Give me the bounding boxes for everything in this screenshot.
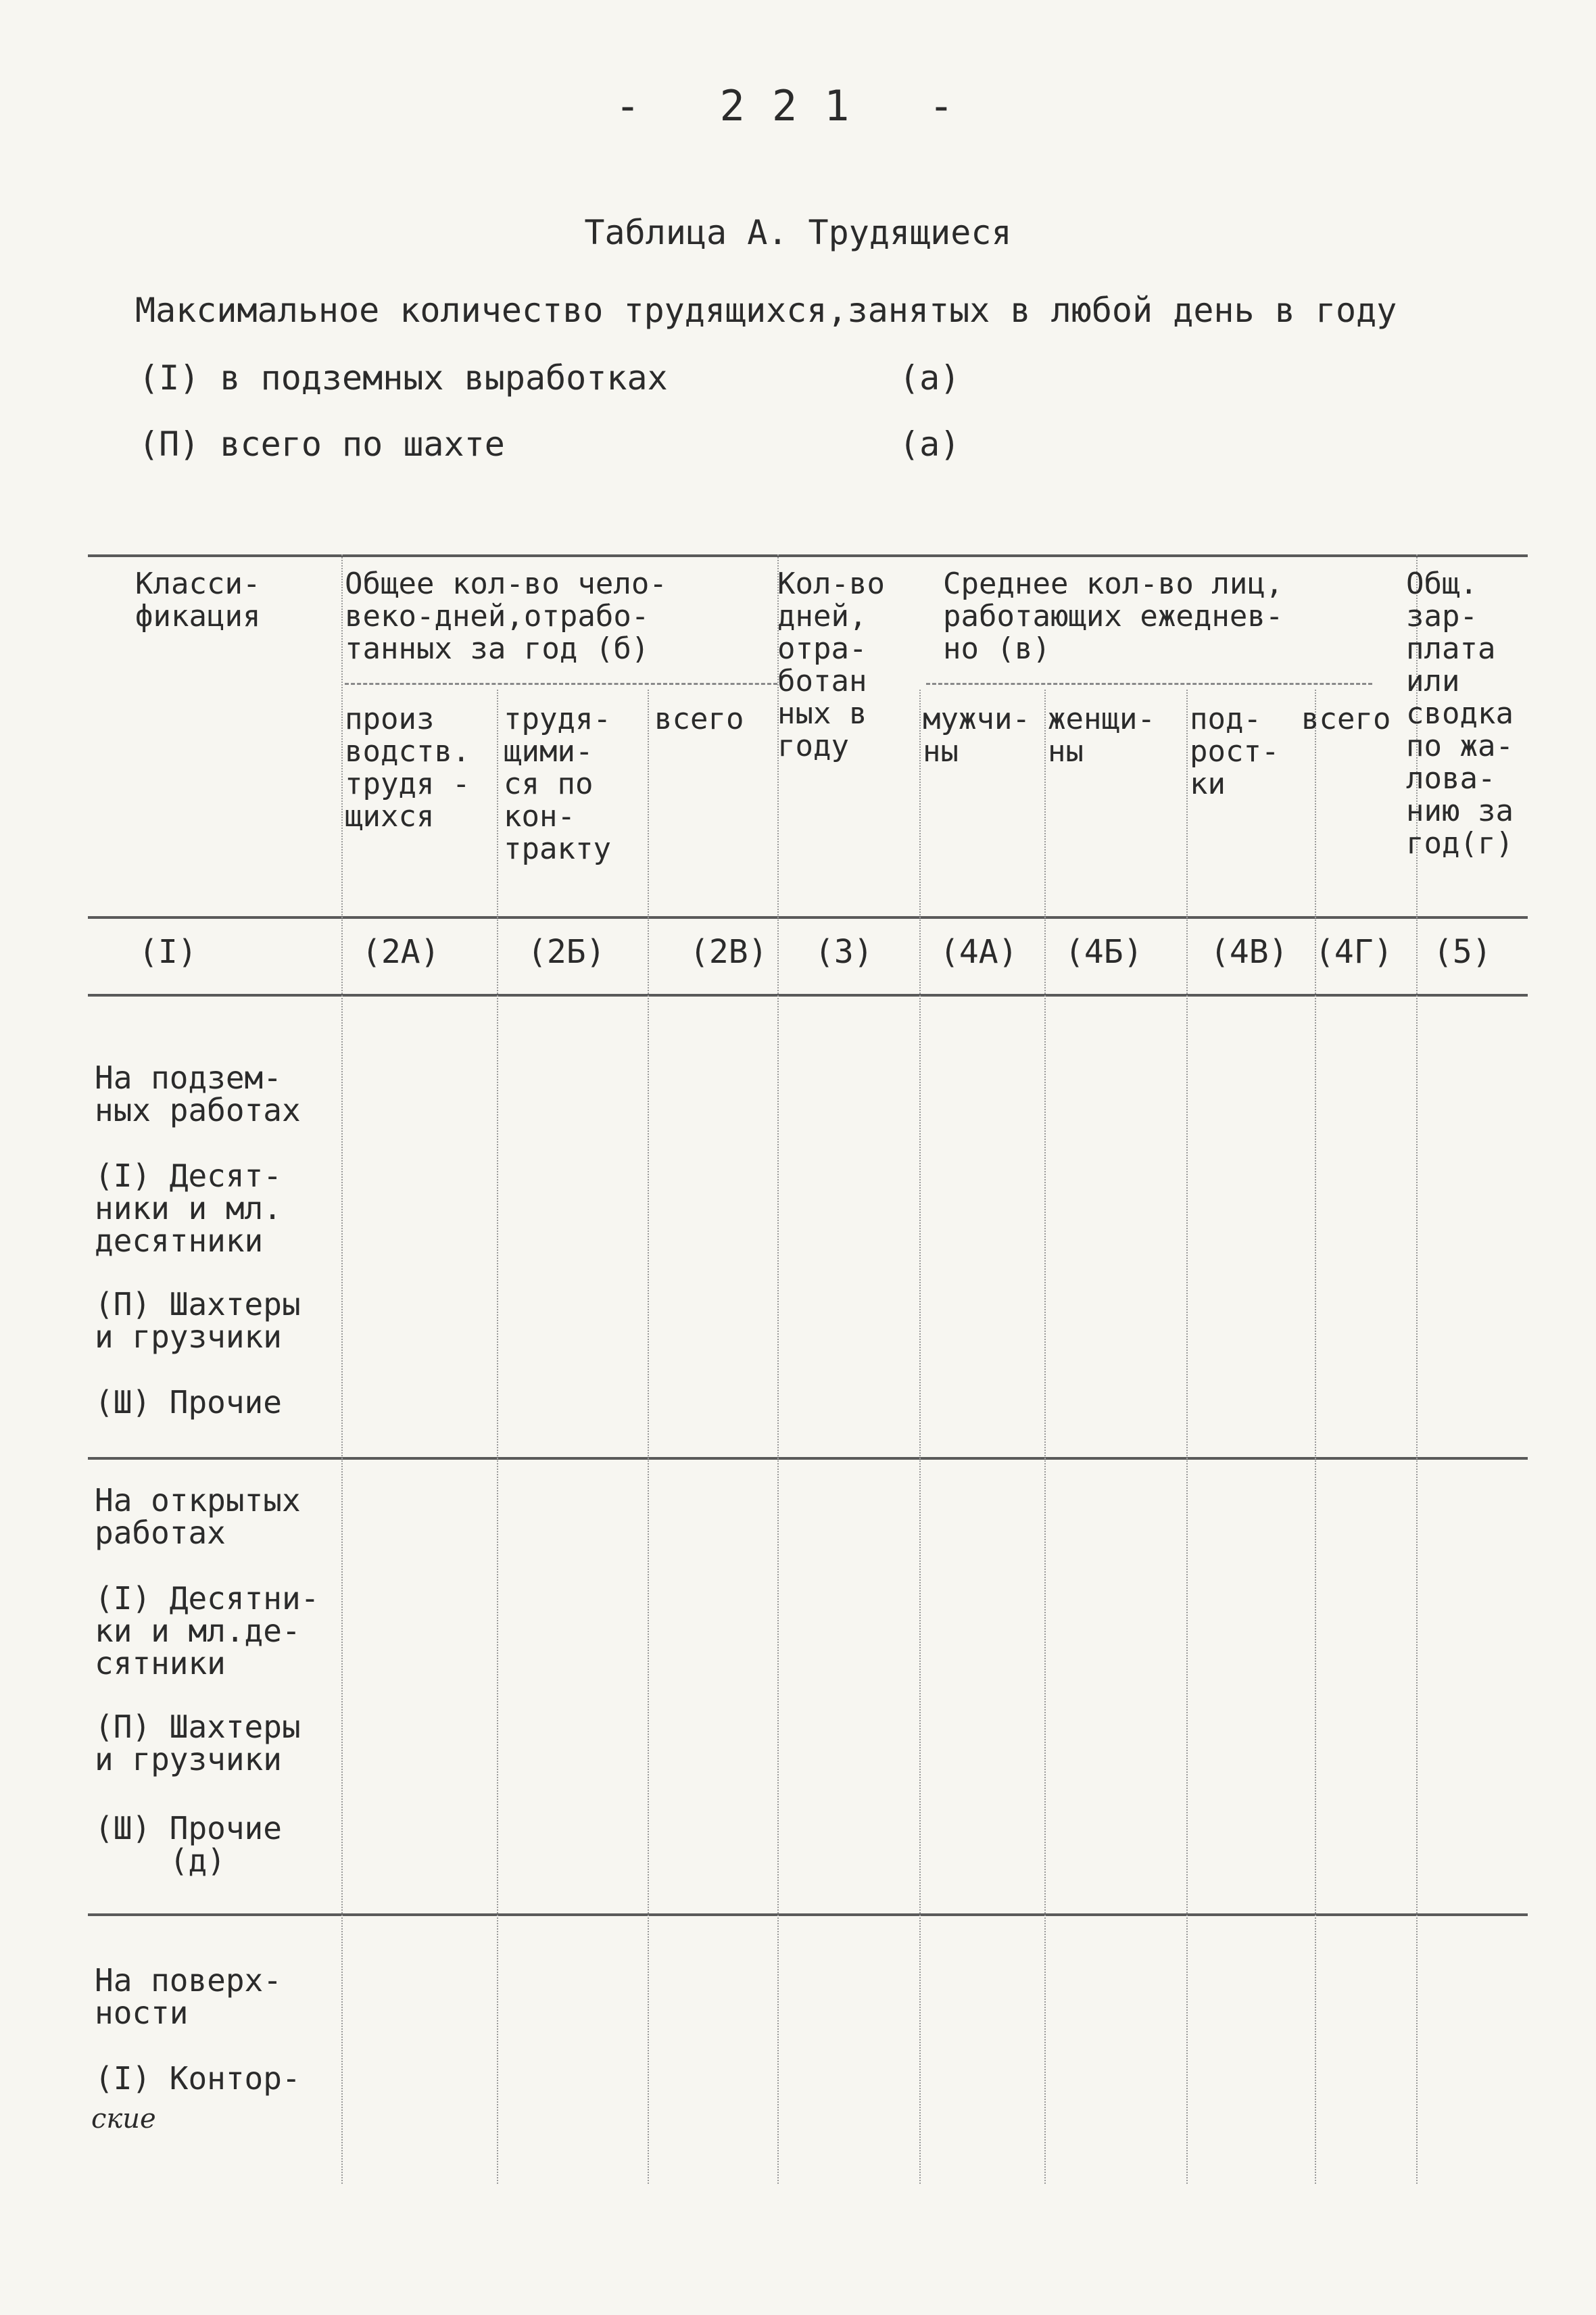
page-number: - 221 - bbox=[614, 81, 982, 130]
section-title-open: На открытых работах bbox=[95, 1482, 301, 1551]
intro-text: Максимальное количество трудящихся,занятых в любой день в году bbox=[135, 291, 1397, 330]
header-men: мужчи- ны bbox=[923, 702, 1030, 769]
section-title-surface: На поверх- ности bbox=[95, 1962, 282, 2031]
colnum-bottom-rule bbox=[88, 994, 1528, 997]
header-wages: Общ. зар- плата или сводка по жа- лова- нию за год(г) bbox=[1406, 567, 1514, 861]
row-label: (Ш) Прочие (д) bbox=[95, 1810, 282, 1879]
row-label: (I) Десятни- ки и мл.де- сятники bbox=[95, 1580, 320, 1681]
colnum: (4Б) bbox=[1065, 933, 1143, 971]
header-classification: Класси- фикация bbox=[135, 567, 261, 634]
table-top-rule bbox=[88, 554, 1528, 557]
subheader-rule-b bbox=[345, 683, 777, 685]
table-title: Таблица А. Трудящиеся bbox=[584, 213, 1012, 252]
col-rule-4 bbox=[777, 554, 779, 2184]
colnum: (2А) bbox=[362, 933, 440, 971]
section-rule-1 bbox=[88, 1457, 1528, 1460]
header-contract-workers: трудя- щими- ся по кон- тракту bbox=[504, 702, 611, 866]
col-rule-8 bbox=[1315, 690, 1316, 2184]
header-total: всего bbox=[654, 702, 744, 736]
header-prod-workers: произ водств. трудя - щихся bbox=[345, 702, 470, 834]
row-label: (I) Десят- ники и мл. десятники bbox=[95, 1158, 282, 1259]
header-avg-total: всего bbox=[1301, 702, 1391, 736]
col-rule-6 bbox=[1044, 690, 1046, 2184]
handwritten-suffix: ские bbox=[91, 2103, 156, 2134]
header-avg-persons: Среднее кол-во лиц, работающих ежеднев- но (в) bbox=[943, 567, 1284, 666]
header-bottom-rule bbox=[88, 916, 1528, 919]
row-label: (П) Шахтеры и грузчики bbox=[95, 1286, 301, 1355]
colnum: (4В) bbox=[1210, 933, 1288, 971]
subheader-rule-v bbox=[926, 683, 1372, 685]
col-rule-3 bbox=[648, 690, 649, 2184]
col-rule-2 bbox=[497, 690, 498, 2184]
underground-mark: (а) bbox=[899, 358, 961, 398]
header-teens: под- рост- ки bbox=[1190, 702, 1280, 801]
mine-total-line: (П) всего по шахте bbox=[139, 425, 505, 464]
colnum: (4Г) bbox=[1315, 933, 1393, 971]
row-label: (I) Контор- bbox=[95, 2060, 301, 2097]
section-rule-2 bbox=[88, 1913, 1528, 1916]
header-total-days: Общее кол-во чело- веко-дней,отрабо- танных за год (б) bbox=[345, 567, 667, 666]
colnum: (3) bbox=[815, 933, 873, 971]
row-label: (П) Шахтеры и грузчики bbox=[95, 1709, 301, 1777]
colnum: (2В) bbox=[690, 933, 768, 971]
col-rule-1 bbox=[341, 554, 343, 2184]
col-rule-7 bbox=[1186, 690, 1188, 2184]
mine-total-mark: (а) bbox=[899, 425, 961, 464]
colnum: (I) bbox=[139, 933, 197, 971]
colnum: (5) bbox=[1433, 933, 1492, 971]
section-title-underground: На подзем- ных работах bbox=[95, 1059, 301, 1128]
header-women: женщи- ны bbox=[1048, 702, 1155, 769]
colnum: (4А) bbox=[940, 933, 1018, 971]
col-rule-5 bbox=[919, 690, 921, 2184]
underground-line: (I) в подземных выработках bbox=[139, 358, 668, 398]
row-label: (Ш) Прочие bbox=[95, 1384, 282, 1421]
header-days-worked: Кол-во дней, отра- ботан ных в году bbox=[777, 567, 885, 763]
colnum: (2Б) bbox=[527, 933, 606, 971]
